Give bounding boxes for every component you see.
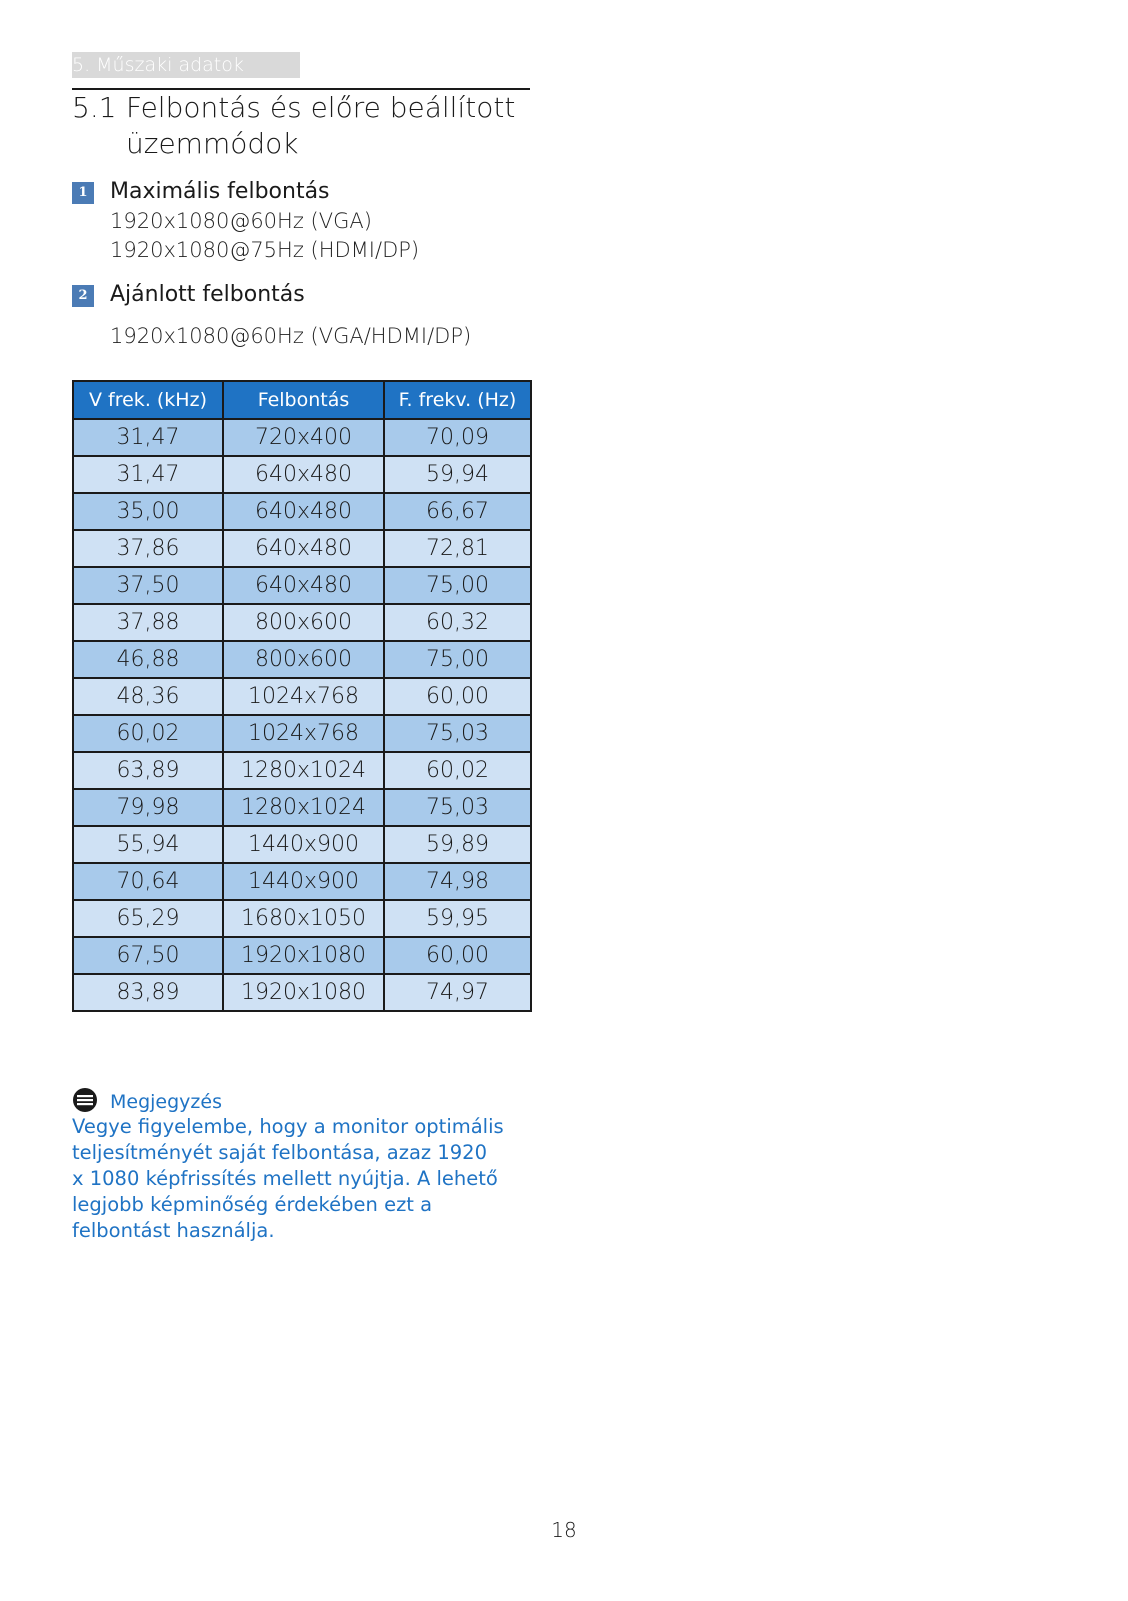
cell-vfreq: 55,94	[73, 826, 223, 863]
cell-resolution: 1920x1080	[223, 974, 384, 1011]
cell-vfreq: 46,88	[73, 641, 223, 678]
column-header-hfreq: F. frekv. (Hz)	[384, 381, 531, 419]
table-row	[73, 752, 531, 789]
note-icon	[72, 1087, 98, 1113]
column-header-vfreq: V frek. (kHz)	[73, 381, 223, 419]
cell-hfreq: 75,03	[384, 715, 531, 752]
cell-vfreq: 37,88	[73, 604, 223, 641]
page-title: Felbontás és előre beállított üzemmódok	[126, 91, 516, 160]
cell-hfreq: 66,67	[384, 493, 531, 530]
max-resolution-heading: Maximális felbontás	[110, 179, 330, 204]
cell-vfreq: 37,86	[73, 530, 223, 567]
index-badge-2: 2	[72, 285, 94, 307]
table-header-row	[73, 381, 531, 419]
cell-vfreq: 67,50	[73, 937, 223, 974]
recommended-resolution-line: 1920x1080@60Hz (VGA/HDMI/DP)	[110, 324, 472, 348]
cell-resolution: 1440x900	[223, 863, 384, 900]
cell-hfreq: 59,94	[384, 456, 531, 493]
cell-hfreq: 74,97	[384, 974, 531, 1011]
cell-resolution: 1440x900	[223, 826, 384, 863]
column-header-resolution: Felbontás	[223, 381, 384, 419]
table-row	[73, 567, 531, 604]
cell-vfreq: 79,98	[73, 789, 223, 826]
note-line-4: legjobb képminőség érdekében ezt a	[72, 1193, 433, 1216]
cell-hfreq: 60,02	[384, 752, 531, 789]
cell-resolution: 1024x768	[223, 678, 384, 715]
section-number: 5.1	[72, 91, 117, 124]
table-row	[73, 419, 531, 456]
cell-resolution: 640x480	[223, 456, 384, 493]
timing-table-body	[73, 419, 531, 1011]
cell-hfreq: 70,09	[384, 419, 531, 456]
cell-vfreq: 60,02	[73, 715, 223, 752]
recommended-resolution-heading: Ajánlott felbontás	[110, 282, 305, 307]
cell-resolution: 1280x1024	[223, 752, 384, 789]
cell-vfreq: 37,50	[73, 567, 223, 604]
cell-vfreq: 48,36	[73, 678, 223, 715]
table-row	[73, 826, 531, 863]
table-row	[73, 456, 531, 493]
cell-resolution: 1024x768	[223, 715, 384, 752]
cell-hfreq: 59,89	[384, 826, 531, 863]
index-badge-1: 1	[72, 182, 94, 204]
table-row	[73, 604, 531, 641]
table-row	[73, 863, 531, 900]
cell-hfreq: 74,98	[384, 863, 531, 900]
max-resolution-line-2: 1920x1080@75Hz (HDMI/DP)	[110, 238, 420, 262]
cell-vfreq: 63,89	[73, 752, 223, 789]
cell-resolution: 720x400	[223, 419, 384, 456]
cell-hfreq: 60,32	[384, 604, 531, 641]
cell-hfreq: 60,00	[384, 678, 531, 715]
timing-table	[72, 380, 532, 1012]
table-row	[73, 789, 531, 826]
note-title: Megjegyzés	[110, 1091, 222, 1113]
cell-hfreq: 75,00	[384, 641, 531, 678]
cell-vfreq: 83,89	[73, 974, 223, 1011]
cell-resolution: 640x480	[223, 530, 384, 567]
cell-resolution: 800x600	[223, 604, 384, 641]
note-line-2: teljesítményét saját felbontása, azaz 1920	[72, 1141, 487, 1164]
table-row	[73, 641, 531, 678]
note-line-5: felbontást használja.	[72, 1219, 275, 1242]
cell-resolution: 800x600	[223, 641, 384, 678]
cell-hfreq: 59,95	[384, 900, 531, 937]
cell-hfreq: 75,00	[384, 567, 531, 604]
table-row	[73, 493, 531, 530]
cell-vfreq: 31,47	[73, 419, 223, 456]
cell-vfreq: 70,64	[73, 863, 223, 900]
cell-vfreq: 31,47	[73, 456, 223, 493]
section-tab: 5. Műszaki adatok	[72, 52, 300, 78]
cell-resolution: 640x480	[223, 493, 384, 530]
cell-hfreq: 75,03	[384, 789, 531, 826]
table-row	[73, 530, 531, 567]
max-resolution-line-1: 1920x1080@60Hz (VGA)	[110, 209, 372, 233]
table-row	[73, 974, 531, 1011]
note-line-3: x 1080 képfrissítés mellett nyújtja. A lehető	[72, 1167, 498, 1190]
cell-hfreq: 60,00	[384, 937, 531, 974]
cell-resolution: 1280x1024	[223, 789, 384, 826]
cell-resolution: 1680x1050	[223, 900, 384, 937]
cell-hfreq: 72,81	[384, 530, 531, 567]
cell-resolution: 640x480	[223, 567, 384, 604]
table-row	[73, 715, 531, 752]
cell-resolution: 1920x1080	[223, 937, 384, 974]
table-row	[73, 937, 531, 974]
page-number: 18	[551, 1518, 577, 1542]
cell-vfreq: 65,29	[73, 900, 223, 937]
table-row	[73, 900, 531, 937]
table-row	[73, 678, 531, 715]
cell-vfreq: 35,00	[73, 493, 223, 530]
note-line-1: Vegye figyelembe, hogy a monitor optimális	[72, 1115, 504, 1138]
